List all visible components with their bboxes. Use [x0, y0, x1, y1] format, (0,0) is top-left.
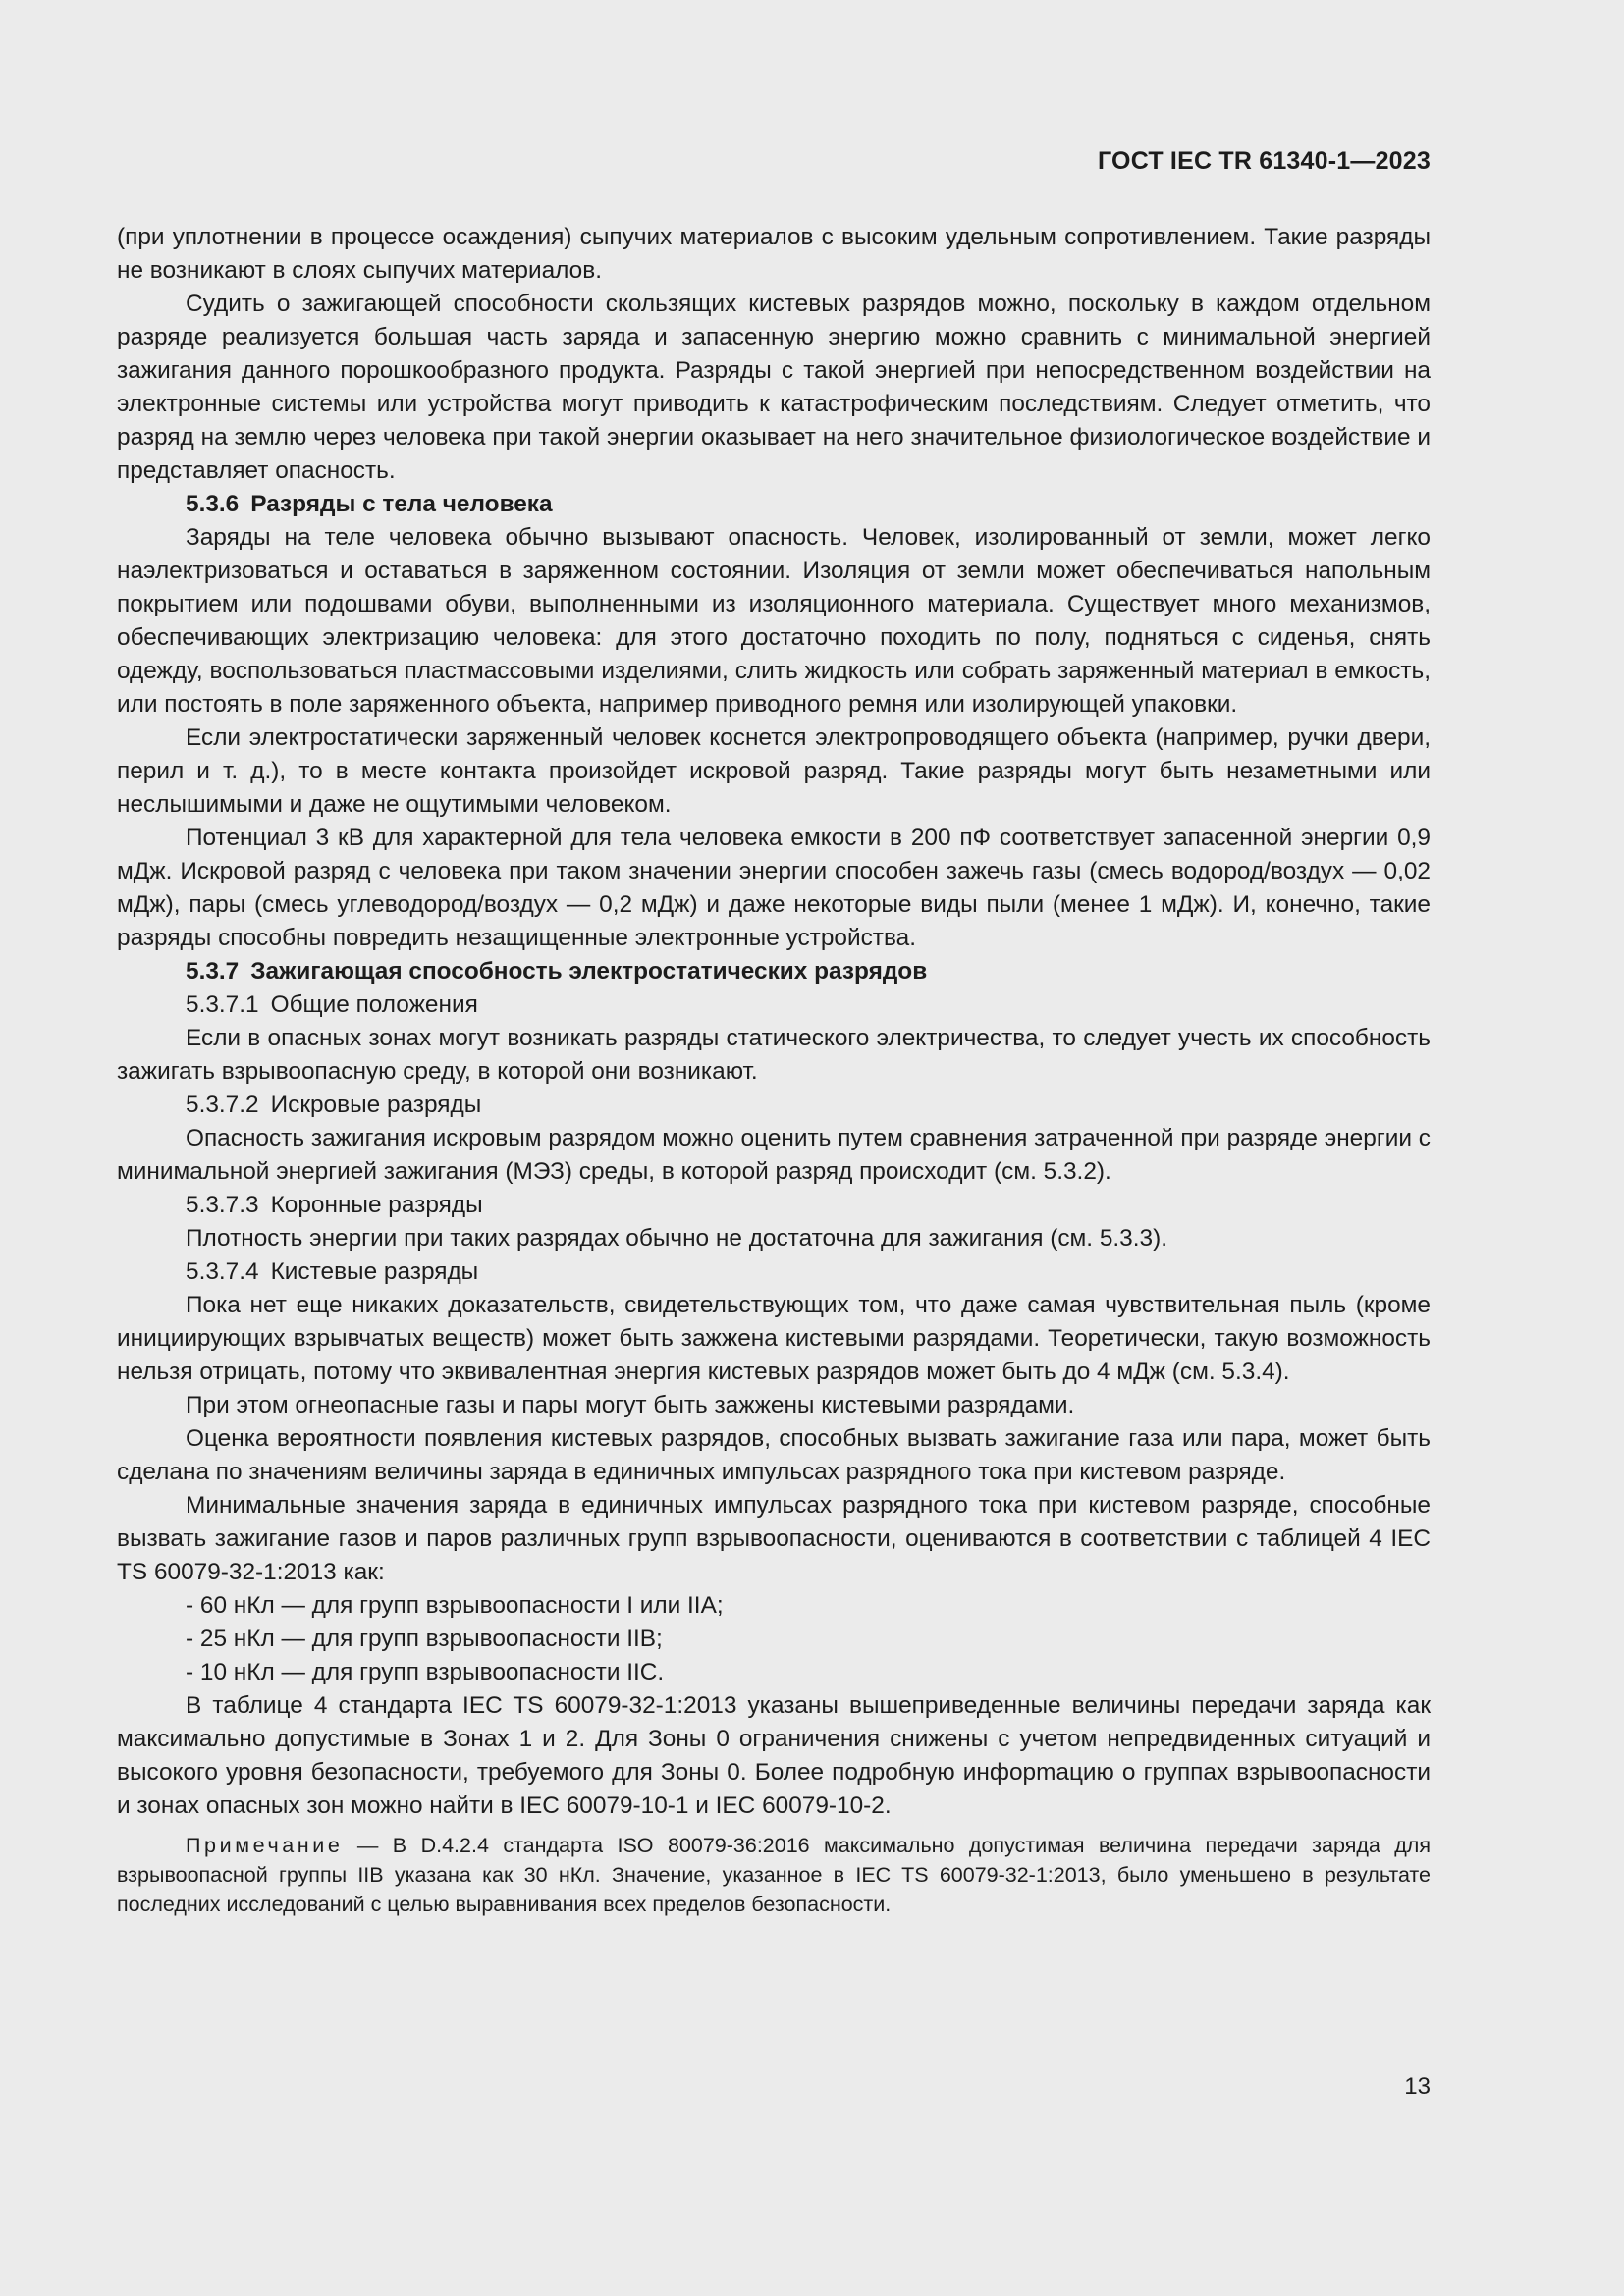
paragraph: В таблице 4 стандарта IEC TS 60079-32-1:2013 указаны вышеприведенные величины передачи заряда как максимально допустимые в Зонах 1 и 2. Для Зоны 0 ограничения снижены с учетом непредвиденных ситуаций и высокого уровня безопасности, требуемого для Зоны 0. Более подробную инфорmацию о группах взрывоопасности и зонах опасных зон можно найти в IEC 60079-10-1 и IEC 60079-10-2.	[117, 1692, 1431, 1819]
paragraph: При этом огнеопасные газы и пары могут быть зажжены кистевыми разрядами.	[186, 1392, 1075, 1418]
paragraph: Если электростатически заряженный человек коснется электропроводящего объекта (например, ручки двери, перил и т. д.), то в месте контакта произойдет искровой разряд. Такие разряды могут быть незаметными или неслышимыми и даже не ощутимыми человеком.	[117, 724, 1431, 818]
subsection-number: 5.3.7.3	[186, 1192, 259, 1218]
subsection-number: 5.3.7.4	[186, 1258, 259, 1285]
paragraph: Опасность зажигания искровым разрядом можно оценить путем сравнения затраченной при разряде энергии с минимальной энергией зажигания (МЭЗ) среды, в которой разряд происходит (см. 5.3.2).	[117, 1125, 1431, 1185]
charge-limits-list	[117, 1589, 1431, 1689]
paragraph: Потенциал 3 кВ для характерной для тела человека емкости в 200 пФ соответствует запасенной энергии 0,9 мДж. Искровой разряд с человека при таком значении энергии способен зажечь газы (смесь водород/воздух — 0,02 мДж), пары (смесь углеводород/воздух — 0,2 мДж) и даже некоторые виды пыли (менее 1 мДж). И, конечно, такие разряды способны повредить незащищенные электронные устройства.	[117, 825, 1431, 951]
paragraph: Судить о зажигающей способности скользящих кистевых разрядов можно, поскольку в каждом отдельном разряде реализуется большая часть заряда и запасенную энергию можно сравнить с минимальной энергией зажигания данного порошкообразного продукта. Разряды с такой энергией при непосредственном воздействии на электронные системы или устройства могут приводить к катастрофическим последствиям. Следует отметить, что разряд на землю через человека при такой энергии оказывает на него значительное физиологическое воздействие и представляет опасность.	[117, 291, 1431, 484]
subsection-heading-5-3-7-1	[117, 988, 1431, 1022]
subsection-heading-5-3-7-2	[117, 1089, 1431, 1122]
list-item: - 25 нКл — для групп взрывоопасности IIB;	[186, 1626, 663, 1652]
paragraph: Если в опасных зонах могут возникать разряды статического электричества, то следует учесть их способность зажигать взрывоопасную среду, в которой они возникают.	[117, 1025, 1431, 1085]
subsection-title: Коронные разряды	[270, 1192, 483, 1218]
paragraph: Пока нет еще никаких доказательств, свидетельствующих том, что даже самая чувствительная пыль (кроме инициирующих взрывчатых веществ) может быть зажжена кистевыми разрядами. Теоретически, такую возможность нельзя отрицать, потому что эквивалентная энергия кистевых разрядов может быть до 4 мДж (см. 5.3.4).	[117, 1292, 1431, 1385]
section-number: 5.3.7	[186, 958, 240, 985]
list-item: - 60 нКл — для групп взрывоопасности I или IIA;	[186, 1592, 724, 1619]
subsection-heading-5-3-7-3	[117, 1189, 1431, 1222]
section-heading-5-3-6	[117, 488, 1431, 521]
subsection-title: Кистевые разряды	[270, 1258, 479, 1285]
subsection-title: Искровые разряды	[270, 1092, 482, 1118]
paragraph: Заряды на теле человека обычно вызывают опасность. Человек, изолированный от земли, может легко наэлектризоваться и оставаться в заряженном состоянии. Изоляция от земли может обеспечиваться напольным покрытием или подошвами обуви, выполненными из изоляционного материала. Существует много механизмов, обеспечивающих электризацию человека: для этого достаточно походить по полу, подняться с сиденья, снять одежду, воспользоваться пластмассовыми изделиями, слить жидкость или собрать заряженный материал в емкость, или постоять в поле заряженного объекта, например приводного ремня или изолирующей упаковки.	[117, 524, 1431, 718]
paragraph: (при уплотнении в процессе осаждения) сыпучих материалов с высоким удельным сопротивлением. Такие разряды не возникают в слоях сыпучих материалов.	[117, 224, 1431, 284]
note-text: — В D.4.2.4 стандарта ISO 80079-36:2016 максимально допустимая величина передачи заряда для взрывоопасной группы IIB указана как 30 нКл. Значение, указанное в IEC TS 60079-32-1:2013, было уменьшено в результате последних исследований с целью выравнивания всех пределов безопасности.	[117, 1834, 1431, 1916]
section-title: Зажигающая способность электростатических разрядов	[250, 958, 928, 985]
subsection-number: 5.3.7.1	[186, 991, 259, 1018]
section-number: 5.3.6	[186, 491, 240, 517]
subsection-heading-5-3-7-4	[117, 1255, 1431, 1289]
subsection-title: Общие положения	[270, 991, 478, 1018]
note-label: Примечание	[186, 1834, 344, 1857]
section-title: Разряды с тела человека	[250, 491, 553, 517]
subsection-number: 5.3.7.2	[186, 1092, 259, 1118]
paragraph: Оценка вероятности появления кистевых разрядов, способных вызвать зажигание газа или пара, может быть сделана по значениям величины заряда в единичных импульсах разрядного тока при кистевом разряде.	[117, 1425, 1431, 1485]
section-heading-5-3-7	[117, 955, 1431, 988]
page-number: 13	[1404, 2073, 1431, 2100]
document-body	[117, 221, 1431, 1919]
list-item: - 10 нКл — для групп взрывоопасности IIC.	[186, 1659, 665, 1685]
paragraph: Минимальные значения заряда в единичных импульсах разрядного тока при кистевом разряде, способные вызвать зажигание газов и паров различных групп взрывоопасности, оцениваются в соответствии с таблицей 4 IEC TS 60079-32-1:2013 как:	[117, 1492, 1431, 1585]
document-header: ГОСТ IEC TR 61340-1—2023	[1098, 147, 1431, 175]
note	[117, 1831, 1431, 1919]
paragraph: Плотность энергии при таких разрядах обычно не достаточна для зажигания (см. 5.3.3).	[186, 1225, 1167, 1252]
